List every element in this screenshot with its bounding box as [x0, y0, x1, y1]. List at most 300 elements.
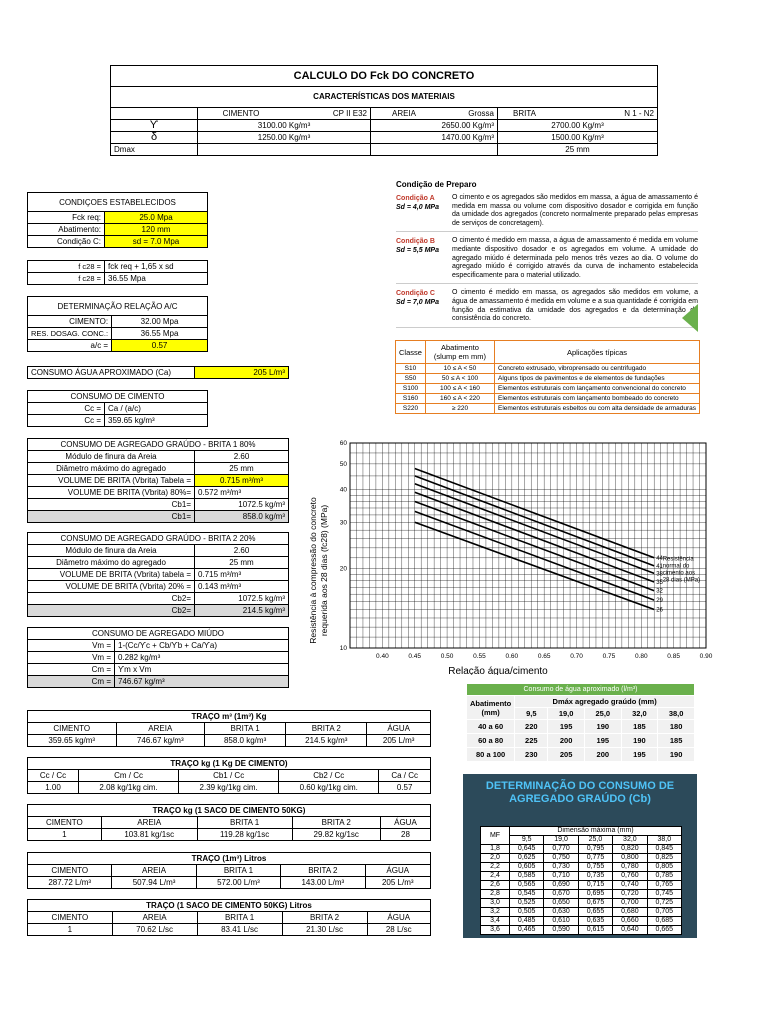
graudo-cell: 0,565 — [510, 881, 544, 890]
classes-header-aplic: Aplicações típicas — [495, 341, 700, 364]
traco_kg-header: Cm / Cc — [78, 770, 178, 782]
condicoes-table — [27, 192, 208, 248]
graudo-cell: 0,640 — [613, 926, 647, 935]
traco_saco_l-value: 28 L/sc — [367, 924, 430, 936]
graudo-row — [481, 872, 682, 881]
resistance-chart — [298, 435, 713, 675]
agua-cell: 205 — [548, 748, 585, 762]
agua-aprox-table — [466, 683, 695, 762]
classes-cell: Alguns tipos de pavimentos e de elementos de fundações — [495, 374, 700, 384]
traco_saco_l-value: 1 — [28, 924, 113, 936]
graudo-cell: 0,615 — [578, 926, 612, 935]
traco_litros-value: 287.72 L/m³ — [28, 877, 112, 889]
traco_m3-value: 858.0 kg/m³ — [205, 735, 286, 747]
graudo-cell: 0,805 — [647, 863, 681, 872]
fc28-label-1: f c28 = — [28, 261, 105, 273]
agua-col: 19,0 — [548, 708, 585, 720]
traco-saco-table — [27, 804, 431, 841]
classes-cell: 50 ≤ A < 100 — [425, 374, 494, 384]
traco_saco-value: 29.82 kg/1sc — [292, 829, 380, 841]
agua-value[interactable]: 205 L/m³ — [195, 367, 289, 379]
traco_saco-header: CIMENTO — [28, 817, 102, 829]
traco_m3-value: 205 L/m³ — [367, 735, 431, 747]
x-tick-label: 0.90 — [699, 653, 713, 660]
delta-cimento: 1250.00 Kg/m³ — [198, 132, 371, 144]
x-tick-label: 0.70 — [570, 653, 583, 660]
condicoes-title: CONDIÇOES ESTABELECIDOS — [28, 193, 208, 212]
traco_litros-value: 507.94 L/m³ — [112, 877, 196, 889]
graudo-cell: 0,715 — [578, 881, 612, 890]
traco-saco-litros-table — [27, 899, 431, 936]
brita2-dm: 25 mm — [195, 557, 289, 569]
cc-label-2: Cc = — [28, 415, 105, 427]
page-title: CALCULO DO Fck DO CONCRETO — [111, 66, 658, 87]
preparo-panel — [396, 180, 698, 330]
graudo-cell: 0,770 — [544, 845, 578, 854]
graudo-cell: 0,605 — [510, 863, 544, 872]
graudo-cell: 0,635 — [578, 917, 612, 926]
graudo-title: DETERMINAÇÃO DO CONSUMO DE AGREGADO GRAÚDO (Cb) — [485, 780, 675, 805]
series-label-32: 32 — [656, 588, 663, 595]
classes-cell: S220 — [396, 404, 426, 414]
preparo-item — [396, 194, 698, 232]
abatimento-label: Abatimento: — [28, 224, 105, 236]
label-areia: AREIA — [392, 109, 417, 118]
classes-row — [396, 374, 700, 384]
preparo-item-name: Condição C — [396, 290, 435, 298]
traco_saco-value: 119.28 kg/1sc — [197, 829, 292, 841]
traco_m3-value: 214.5 kg/m³ — [286, 735, 367, 747]
relacao-title: DETERMINAÇÃO RELAÇÃO A/C — [28, 297, 208, 316]
graudo-mf-label: MF — [481, 827, 510, 845]
graudo-cell: 0,825 — [647, 854, 681, 863]
green-arrow-icon — [682, 304, 698, 332]
brita2-mf: 2.60 — [195, 545, 289, 557]
classes-row — [396, 404, 700, 414]
agua-col: 25,0 — [584, 708, 621, 720]
brita2-title: CONSUMO DE AGREGADO GRAÚDO - BRITA 2 20% — [28, 533, 289, 545]
graudo-cell: 0,710 — [544, 872, 578, 881]
agua-cell: 195 — [621, 748, 658, 762]
traco-m3-table — [27, 710, 431, 747]
classes-cell: S50 — [396, 374, 426, 384]
preparo-item-sd: Sd = 5,5 MPa — [396, 247, 439, 255]
brita1-vt-label: VOLUME DE BRITA (Vbrita) Tabela = — [28, 475, 195, 487]
cimento-consumo-table — [27, 390, 208, 427]
agua-row-label: 40 a 60 — [467, 720, 515, 734]
brita2-table — [27, 532, 289, 617]
brita2-cb2a-label: Cb2= — [28, 593, 195, 605]
traco_saco_l-header: BRITA 1 — [197, 912, 282, 924]
agua-cell: 190 — [658, 748, 695, 762]
brita1-vp-label: VOLUME DE BRITA (Vbrita) 80%= — [28, 487, 195, 499]
brita1-mf: 2.60 — [195, 451, 289, 463]
classes-cell: Concreto extrusado, vibroprensado ou centrifugado — [495, 364, 700, 374]
cimento-title: CONSUMO DE CIMENTO — [28, 391, 208, 403]
preparo-item-sd: Sd = 4,0 MPa — [396, 204, 439, 211]
graudo-cell: 0,670 — [544, 890, 578, 899]
brita1-title: CONSUMO DE AGREGADO GRAÚDO - BRITA 1 80% — [28, 439, 289, 451]
cm-value: 746.67 kg/m³ — [115, 676, 289, 688]
rel-res-label: RES. DOSAG. CONC.: — [28, 328, 112, 340]
graudo-cell: 0,745 — [647, 890, 681, 899]
graudo-cell: 0,845 — [647, 845, 681, 854]
graudo-cell: 0,740 — [613, 881, 647, 890]
agua-cell: 195 — [548, 720, 585, 734]
fc28-table — [27, 260, 208, 285]
brita1-table — [27, 438, 289, 523]
graudo-cell: 0,645 — [510, 845, 544, 854]
classes-cell: Elementos estruturais com lançamento bombeado do concreto — [495, 394, 700, 404]
graudo-cell: 0,795 — [578, 845, 612, 854]
classes-cell: ≥ 220 — [425, 404, 494, 414]
traco_litros-header: ÁGUA — [365, 865, 431, 877]
traco-saco-litros-title: TRAÇO (1 SACO DE CIMENTO 50KG) Litros — [28, 900, 431, 912]
abatimento-value[interactable]: 120 mm — [105, 224, 208, 236]
brita1-cb1b: 858.0 kg/m³ — [195, 511, 289, 523]
agua-cell: 230 — [515, 748, 548, 762]
preparo-item-sd: Sd = 7,0 MPa — [396, 299, 439, 307]
miudo-title: CONSUMO DE AGREGADO MIÚDO — [28, 628, 289, 640]
rel-cimento-label: CIMENTO: — [28, 316, 112, 328]
brita2-vp-label: VOLUME DE BRITA (Vbrita) 20% = — [28, 581, 195, 593]
graudo-col: 38,0 — [647, 836, 681, 845]
graudo-mf: 3,2 — [481, 908, 510, 917]
graudo-row — [481, 899, 682, 908]
relacao-table — [27, 296, 208, 352]
label-brita: BRITA — [513, 109, 536, 118]
fck-label: Fck req: — [28, 212, 105, 224]
traco_saco-value: 1 — [28, 829, 102, 841]
traco_m3-header: BRITA 2 — [286, 723, 367, 735]
graudo-cell: 0,720 — [613, 890, 647, 899]
brita1-cb1a: 1072.5 kg/m³ — [195, 499, 289, 511]
traco_kg-header: Cb1 / Cc — [179, 770, 279, 782]
brita1-dm-label: Diâmetro máximo do agregado — [28, 463, 195, 475]
agua-cell: 185 — [621, 720, 658, 734]
graudo-col: 9,5 — [510, 836, 544, 845]
delta-areia: 1470.00 Kg/m³ — [371, 132, 498, 144]
graudo-mf: 2,4 — [481, 872, 510, 881]
classes-cell: 10 ≤ A < 50 — [425, 364, 494, 374]
gamma-brita: 2700.00 Kg/m³ — [498, 120, 658, 132]
brita2-dm-label: Diâmetro máximo do agregado — [28, 557, 195, 569]
classes-row — [396, 394, 700, 404]
brita1-vt[interactable]: 0.715 m³/m³ — [195, 475, 289, 487]
materials-table — [110, 65, 658, 156]
classes-table — [395, 340, 700, 414]
graudo-cell: 0,765 — [647, 881, 681, 890]
classes-header-classe: Classe — [396, 341, 426, 364]
graudo-mf: 1,8 — [481, 845, 510, 854]
classes-row — [396, 384, 700, 394]
cc-label-1: Cc = — [28, 403, 105, 415]
graudo-cell: 0,675 — [578, 899, 612, 908]
graudo-cell: 0,665 — [647, 926, 681, 935]
y-tick-label: 10 — [339, 645, 347, 652]
graudo-row — [481, 845, 682, 854]
classes-row — [396, 364, 700, 374]
agua-cell: 190 — [621, 734, 658, 748]
graudo-cell: 0,800 — [613, 854, 647, 863]
brita2-cb2a: 1072.5 kg/m³ — [195, 593, 289, 605]
agua-cell: 185 — [658, 734, 695, 748]
agua-cell: 190 — [584, 720, 621, 734]
traco_kg-value: 0.57 — [379, 782, 431, 794]
graudo-mf: 2,0 — [481, 854, 510, 863]
preparo-item — [396, 289, 698, 327]
graudo-row — [481, 881, 682, 890]
cm-label-2: Cm = — [28, 676, 115, 688]
graudo-row — [481, 926, 682, 935]
materials-subtitle: CARACTERÍSTICAS DOS MATERIAIS — [111, 87, 658, 108]
cc-formula: Ca / (a/c) — [105, 403, 208, 415]
classes-cell: S160 — [396, 394, 426, 404]
cm-formula: ϒm x Vm — [115, 664, 289, 676]
graudo-mf: 2,8 — [481, 890, 510, 899]
classes-header-abat: Abatimento (slump em mm) — [425, 341, 494, 364]
gamma-areia: 2650.00 Kg/m³ — [371, 120, 498, 132]
graudo-cell: 0,585 — [510, 872, 544, 881]
graudo-cell: 0,775 — [578, 854, 612, 863]
brita2-vt: 0.715 m³/m³ — [195, 569, 289, 581]
graudo-cell: 0,505 — [510, 908, 544, 917]
preparo-item-name: Condição B — [396, 238, 435, 246]
traco_saco-value: 28 — [380, 829, 430, 841]
graudo-row — [481, 890, 682, 899]
x-tick-label: 0.40 — [376, 653, 389, 660]
classes-cell: 100 ≤ A < 160 — [425, 384, 494, 394]
graudo-mf: 3,6 — [481, 926, 510, 935]
agua-cell: 225 — [515, 734, 548, 748]
graudo-dim-label: Dimensão máxima (mm) — [510, 827, 682, 836]
traco-litros-table — [27, 852, 431, 889]
traco_saco_l-header: CIMENTO — [28, 912, 113, 924]
brita1-dm: 25 mm — [195, 463, 289, 475]
x-tick-label: 0.55 — [473, 653, 486, 660]
label-cimento: CIMENTO — [198, 108, 285, 120]
brita2-cb2b: 214.5 kg/m³ — [195, 605, 289, 617]
miudo-table — [27, 627, 289, 688]
agua-col: 38,0 — [658, 708, 695, 720]
graudo-cell: 0,690 — [544, 881, 578, 890]
vm-value: 0.282 kg/m³ — [115, 652, 289, 664]
chart-plot-area — [350, 443, 706, 648]
preparo-item-name: Condição A — [396, 195, 435, 202]
agua-cell: 180 — [658, 720, 695, 734]
graudo-mf: 2,6 — [481, 881, 510, 890]
agua-col: 32,0 — [621, 708, 658, 720]
agua-cell: 200 — [584, 748, 621, 762]
cm-label-1: Cm = — [28, 664, 115, 676]
traco-m3-title: TRAÇO m³ (1m³) Kg — [28, 711, 431, 723]
traco_litros-value: 572.00 L/m³ — [196, 877, 280, 889]
agua-aprox-title: Consumo de água aproximado (l/m³) — [467, 684, 695, 696]
traco_saco-header: AREIA — [101, 817, 197, 829]
traco_m3-header: AREIA — [116, 723, 205, 735]
graudo-cell: 0,590 — [544, 926, 578, 935]
agua-label: CONSUMO ÁGUA APROXIMADO (Ca) — [28, 367, 195, 379]
fc28-value: 36.55 Mpa — [105, 273, 208, 285]
preparo-item-text: O cimento é medido em massa, os agregados são medidos em volume, a água de amassamento é medida em volume e a sua quantidade é corrigida em função da estimativa da umidade dos agregados e da determinação da consistência do concreto. — [452, 289, 698, 323]
agua-cell: 195 — [584, 734, 621, 748]
traco_kg-header: Ca / Cc — [379, 770, 431, 782]
traco_kg-value: 2.08 kg/1kg cim. — [78, 782, 178, 794]
dmax-label: Dmax — [111, 144, 198, 156]
agua-cell: 220 — [515, 720, 548, 734]
x-axis-label: Relação água/cimento — [448, 666, 548, 675]
chart-legend-text: Resistência normal do cimento aos 28 dias (MPa) — [662, 556, 701, 584]
traco_saco-header: BRITA 1 — [197, 817, 292, 829]
y-tick-label: 20 — [339, 565, 347, 573]
graudo-cell: 0,705 — [647, 908, 681, 917]
graudo-row — [481, 908, 682, 917]
agua-row-label: 60 a 80 — [467, 734, 515, 748]
brita1-cb1b-label: Cb1= — [28, 511, 195, 523]
rel-cimento-value: 32.00 Mpa — [112, 316, 208, 328]
brita1-mf-label: Módulo de finura da Areia — [28, 451, 195, 463]
traco_kg-header: Cb2 / Cc — [279, 770, 379, 782]
traco_m3-value: 359.65 kg/m³ — [28, 735, 117, 747]
graudo-cell: 0,525 — [510, 899, 544, 908]
agua-consumo-table — [27, 366, 289, 379]
classes-cell: S100 — [396, 384, 426, 394]
agua-row — [467, 734, 695, 748]
classes-cell: S10 — [396, 364, 426, 374]
x-tick-label: 0.65 — [537, 653, 551, 660]
graudo-cell: 0,820 — [613, 845, 647, 854]
traco-kg-title: TRAÇO kg (1 Kg DE CIMENTO) — [28, 758, 431, 770]
preparo-item-text: O cimento e os agregados são medidos em massa, a água de amassamento é medida em massa ou volume com dispositivo dosador e corrigida em função da umidade dos agregados (concreto normalmente preparado pelas empresas de serviços de concretagem). — [452, 194, 698, 227]
traco_saco-header: ÁGUA — [380, 817, 430, 829]
traco_saco_l-header: AREIA — [112, 912, 197, 924]
graudo-cell: 0,625 — [510, 854, 544, 863]
classes-cell: Elementos estruturais com lançamento convencional do concreto — [495, 384, 700, 394]
delta-brita: 1500.00 Kg/m³ — [498, 132, 658, 144]
agua-row-label: 80 a 100 — [467, 748, 515, 762]
cc-value: 359.65 kg/m³ — [105, 415, 208, 427]
graudo-col: 32,0 — [613, 836, 647, 845]
y-tick-label: 60 — [339, 440, 347, 447]
graudo-cell: 0,760 — [613, 872, 647, 881]
traco_litros-header: CIMENTO — [28, 865, 112, 877]
graudo-cell: 0,485 — [510, 917, 544, 926]
graudo-col: 25,0 — [578, 836, 612, 845]
label-grossa: Grossa — [468, 109, 494, 118]
vm-label-2: Vm = — [28, 652, 115, 664]
brita2-cb2b-label: Cb2= — [28, 605, 195, 617]
graudo-cell: 0,750 — [544, 854, 578, 863]
x-tick-label: 0.85 — [667, 653, 680, 660]
traco_saco_l-value: 70.62 L/sc — [112, 924, 197, 936]
y-tick-label: 40 — [339, 486, 347, 494]
classes-cell: 160 ≤ A < 220 — [425, 394, 494, 404]
graudo-row — [481, 854, 682, 863]
graudo-cell: 0,735 — [578, 872, 612, 881]
series-label-26: 26 — [656, 607, 663, 614]
vm-formula: 1-(Cc/ϒc + Cb/ϒb + Ca/ϒa) — [115, 640, 289, 652]
agua-row — [467, 748, 695, 762]
traco_saco_l-value: 21.30 L/sc — [282, 924, 367, 936]
preparo-item-text: O cimento é medido em massa, a água de amassamento é medida em volume mediante dispositivo dosador e os agregados em volume. A umidade do agregado miúdo é determinada pelo menos três vezes ao dia. O volume do agregado miúdo é corrigido através da curva de inchamento estabelecida especificamente para o material utilizado. — [452, 237, 698, 279]
classes-cell: Elementos estruturais esbeltos ou com alta densidade de armaduras — [495, 404, 700, 414]
traco_litros-value: 143.00 L/m³ — [281, 877, 365, 889]
traco_litros-value: 205 L/m³ — [365, 877, 431, 889]
traco_saco_l-header: ÁGUA — [367, 912, 430, 924]
traco_m3-header: ÁGUA — [367, 723, 431, 735]
graudo-mf: 3,4 — [481, 917, 510, 926]
traco_litros-header: AREIA — [112, 865, 196, 877]
traco-litros-title: TRAÇO (1m³) Litros — [28, 853, 431, 865]
y-tick-label: 50 — [339, 460, 347, 468]
traco_saco_l-value: 83.41 L/sc — [197, 924, 282, 936]
graudo-cell: 0,725 — [647, 899, 681, 908]
agua-col: 9,5 — [515, 708, 548, 720]
traco_kg-header: Cc / Cc — [28, 770, 79, 782]
traco_m3-header: BRITA 1 — [205, 723, 286, 735]
ac-label: a/c = — [28, 340, 112, 352]
graudo-cell: 0,700 — [613, 899, 647, 908]
series-label-35: 35 — [656, 580, 663, 587]
traco-saco-title: TRAÇO kg (1 SACO DE CIMENTO 50KG) — [28, 805, 431, 817]
graudo-cell: 0,660 — [613, 917, 647, 926]
graudo-cell: 0,780 — [613, 863, 647, 872]
graudo-row — [481, 917, 682, 926]
fc28-label-2: f c28 = — [28, 273, 105, 285]
condicao-value[interactable]: sd = 7.0 Mpa — [105, 236, 208, 248]
brita1-vp: 0.572 m³/m³ — [195, 487, 289, 499]
graudo-panel — [463, 774, 697, 938]
graudo-cell: 0,730 — [544, 863, 578, 872]
graudo-cell: 0,630 — [544, 908, 578, 917]
chart-container — [298, 435, 713, 675]
x-tick-label: 0.45 — [408, 653, 422, 660]
brita2-vt-label: VOLUME DE BRITA (Vbrita) tabela = — [28, 569, 195, 581]
fck-value[interactable]: 25.0 Mpa — [105, 212, 208, 224]
traco_saco-header: BRITA 2 — [292, 817, 380, 829]
graudo-cell: 0,785 — [647, 872, 681, 881]
traco_m3-value: 746.67 kg/m³ — [116, 735, 205, 747]
brita2-vp: 0.143 m³/m³ — [195, 581, 289, 593]
traco_litros-header: BRITA 1 — [196, 865, 280, 877]
traco_litros-header: BRITA 2 — [281, 865, 365, 877]
y-tick-label: 30 — [339, 519, 347, 527]
traco_kg-value: 1.00 — [28, 782, 79, 794]
series-label-29: 29 — [656, 598, 663, 605]
x-tick-label: 0.50 — [440, 653, 454, 660]
graudo-cell: 0,650 — [544, 899, 578, 908]
ac-value[interactable]: 0.57 — [112, 340, 208, 352]
graudo-cell: 0,545 — [510, 890, 544, 899]
agua-dmax-label: Dmáx agregado graúdo (mm) — [515, 696, 695, 708]
series-label-41: 41 — [656, 563, 663, 570]
x-tick-label: 0.60 — [505, 653, 519, 660]
gamma-symbol: ϒ — [111, 120, 198, 132]
delta-symbol: δ — [111, 132, 198, 144]
graudo-cell: 0,695 — [578, 890, 612, 899]
graudo-table — [480, 826, 682, 935]
vm-label-1: Vm = — [28, 640, 115, 652]
label-n: N 1 - N2 — [624, 109, 654, 118]
traco_saco_l-header: BRITA 2 — [282, 912, 367, 924]
agua-cell: 200 — [548, 734, 585, 748]
agua-row — [467, 720, 695, 734]
series-label-44: 44 — [656, 555, 663, 562]
graudo-cell: 0,680 — [613, 908, 647, 917]
fc28-formula: fck req + 1,65 x sd — [105, 261, 208, 273]
y-axis-label: Resistência à compressão do concretorequerida aos 28 dias (fc28) (MPa) — [308, 497, 329, 644]
graudo-mf: 3,0 — [481, 899, 510, 908]
